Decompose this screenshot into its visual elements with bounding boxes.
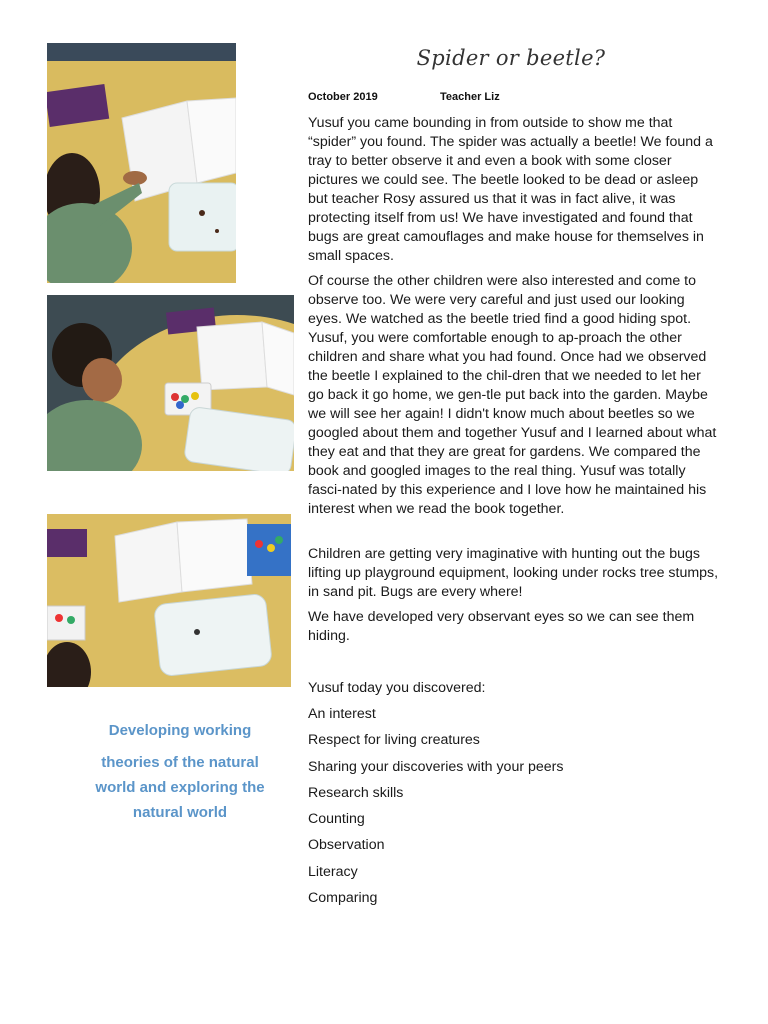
photo-child-watching-tray: [47, 295, 294, 471]
story-paragraph-1: [308, 114, 720, 266]
discovery-item: Sharing your discoveries with your peers: [308, 758, 564, 775]
discovery-item: Research skills: [308, 784, 404, 801]
caption-line-2: theories of the natural world and exploring the natural world: [95, 754, 265, 821]
story-title: Spider or beetle?: [416, 46, 606, 70]
discoveries-intro: Yusuf today you discovered:: [308, 680, 486, 696]
discovery-item: Literacy: [308, 863, 358, 880]
story-paragraph-2: [308, 272, 720, 519]
discovery-item: Observation: [308, 837, 385, 854]
caption-line-1: Developing working: [108, 722, 252, 739]
paragraph-text: We have developed very observant eyes so we can see them hiding.: [308, 609, 695, 644]
photo-tray-and-book: [47, 514, 291, 687]
photo-child-pointing-at-book: [47, 43, 236, 283]
story-date: October 2019: [308, 91, 378, 103]
story-paragraph-3: [308, 545, 720, 602]
discovery-item: Comparing: [308, 890, 378, 907]
paragraph-text: Of course the other children were also interested and come to observe too. We were very careful and just used our looking eyes. We watched as the beetle tried find a good hiding spot. Yusuf, you were comfortable enough to ap-proach the other children and share what you had found. Once had we observed the beetle I explained to the chil-dren that we needed to let her go back it go home, we gen-tle put back into the garden. Maybe we will see her again! I didn't know much about beetles so we googled about them and together Yusuf and I learned about what they eat and that they are great for gardens. We compared the book and googled images to the real thing. Yusuf was totally fasci-nated by this experience and I love how he maintained his interest when we read the book together.: [308, 273, 717, 517]
paragraph-text: Children are getting very imaginative with hunting out the bugs lifting up playground equipment, looking under rocks tree stumps, in sand pit. Bugs are every where!: [308, 546, 719, 600]
paragraph-text: Yusuf you came bounding in from outside to show me that “spider” you found. The spider was actually a beetle! We found a tray to better observe it and even a book with some closer pictures we could see. The beetle looked to be dead or asleep but teacher Rosy assured us that it was in fact alive, it was protecting itself from us! We have investigated and found that bugs are great camouflages and make house for themselves in small spaces.: [308, 115, 713, 264]
story-paragraph-4: [308, 608, 720, 646]
discoveries-list: [308, 705, 564, 915]
discovery-item: An interest: [308, 706, 376, 722]
discovery-item: Counting: [308, 811, 365, 828]
discovery-item: Respect for living creatures: [308, 732, 480, 749]
learning-outcome-caption: [82, 718, 278, 825]
teacher-name: Teacher Liz: [440, 91, 500, 103]
